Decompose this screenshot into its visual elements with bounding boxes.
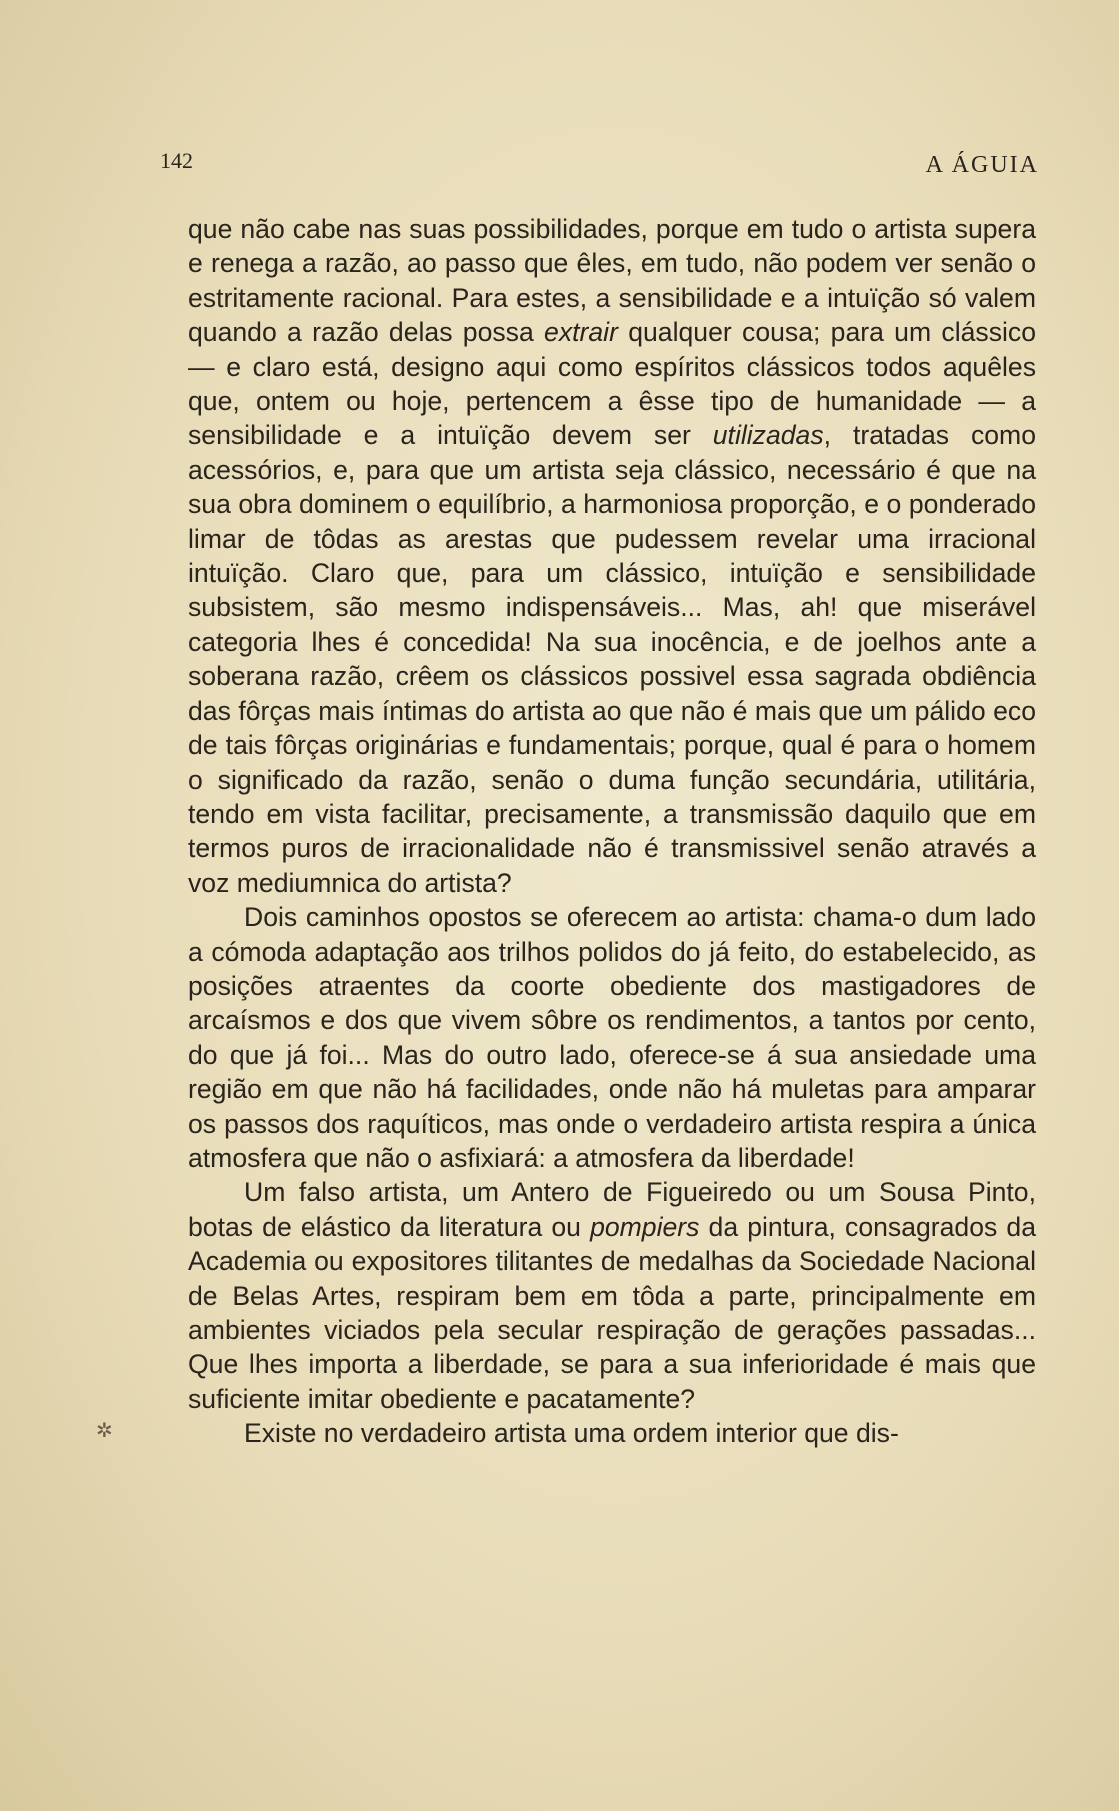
running-head — [160, 148, 1039, 188]
text-run: qualquer cousa; para um clássico — e claro está, designo aqui como espíritos clássicos todos aquêles que, ontem ou hoje, pertencem a êsse tipo de humanidade — a sensibilidade e a intuïção devem ser — [188, 317, 1036, 451]
text-run: da pintura, consagrados da Academia ou expositores tilitantes de medalhas da Sociedade Nacional de Belas Artes, respiram bem em tôda a parte, principalmente em ambientes viciados pela secular respiração de gerações passadas... Que lhes importa a liberdade, se para a sua inferioridade é mais que suficiente imitar obediente e pacatamente? — [188, 1211, 1036, 1414]
body-text — [188, 212, 1036, 1451]
page-number: 142 — [160, 148, 193, 173]
journal-title: A ÁGUIA — [925, 152, 1039, 178]
paragraph — [188, 900, 1036, 1175]
margin-stain-mark: ✲ — [96, 1420, 113, 1442]
paragraph — [188, 1416, 1036, 1450]
text-run: Dois caminhos opostos se oferecem ao artista: chama-o dum lado a cómoda adaptação aos trilhos polidos do já feito, do estabelecido, as posições atraentes da coorte obediente dos mastigadores de arcaísmos e dos que vivem sôbre os rendimentos, a tantos por cento, do que já foi... Mas do outro lado, oferece-se á sua ansiedade uma região em que não há facilidades, onde não há muletas para amparar os passos dos raquíticos, mas onde o verdadeiro artista respira a única atmosfera que não o asfixiará: a atmosfera da liberdade! — [188, 902, 1036, 1173]
italic-phrase: utilizadas — [712, 420, 824, 451]
italic-phrase: extrair — [544, 317, 618, 348]
paragraph — [188, 1175, 1036, 1416]
paragraph — [188, 212, 1036, 900]
text-run: Um falso artista, um Antero de Figueiredo ou um Sousa Pinto, botas de elástico da literatura ou — [188, 1177, 1036, 1242]
text-run: Existe no verdadeiro artista uma ordem interior que dis- — [244, 1418, 899, 1449]
text-run: , tratadas como acessórios, e, para que um artista seja clássico, necessário é que na sua obra dominem o equilíbrio, a harmoniosa proporção, e o ponderado limar de tôdas as arestas que pudessem revelar uma irracional intuïção. Claro que, para um clássico, intuïção e sensibilidade subsistem, são mesmo indispensáveis... Mas, ah! que miserável categoria lhes é concedida! Na sua inocência, e de joelhos ante a soberana razão, crêem os clássicos possivel essa sagrada obdiência das fôrças mais íntimas do artista ao que não é mais que um pálido eco de tais fôrças originárias e fundamentais; porque, qual é para o homem o significado da razão, senão o duma função secundária, utilitária, tendo em vista facilitar, precisamente, a transmissão daquilo que em termos puros de irracionalidade não é transmissivel senão através a voz mediumnica do artista? — [188, 420, 1036, 898]
text-run: que não cabe nas suas possibilidades, porque em tudo o artista supera e renega a razão, ao passo que êles, em tudo, não podem ver senão o estritamente racional. Para estes, a sensibilidade e a intuïção só valem quando a razão delas possa — [188, 214, 1036, 348]
italic-phrase: pompiers — [590, 1211, 700, 1242]
